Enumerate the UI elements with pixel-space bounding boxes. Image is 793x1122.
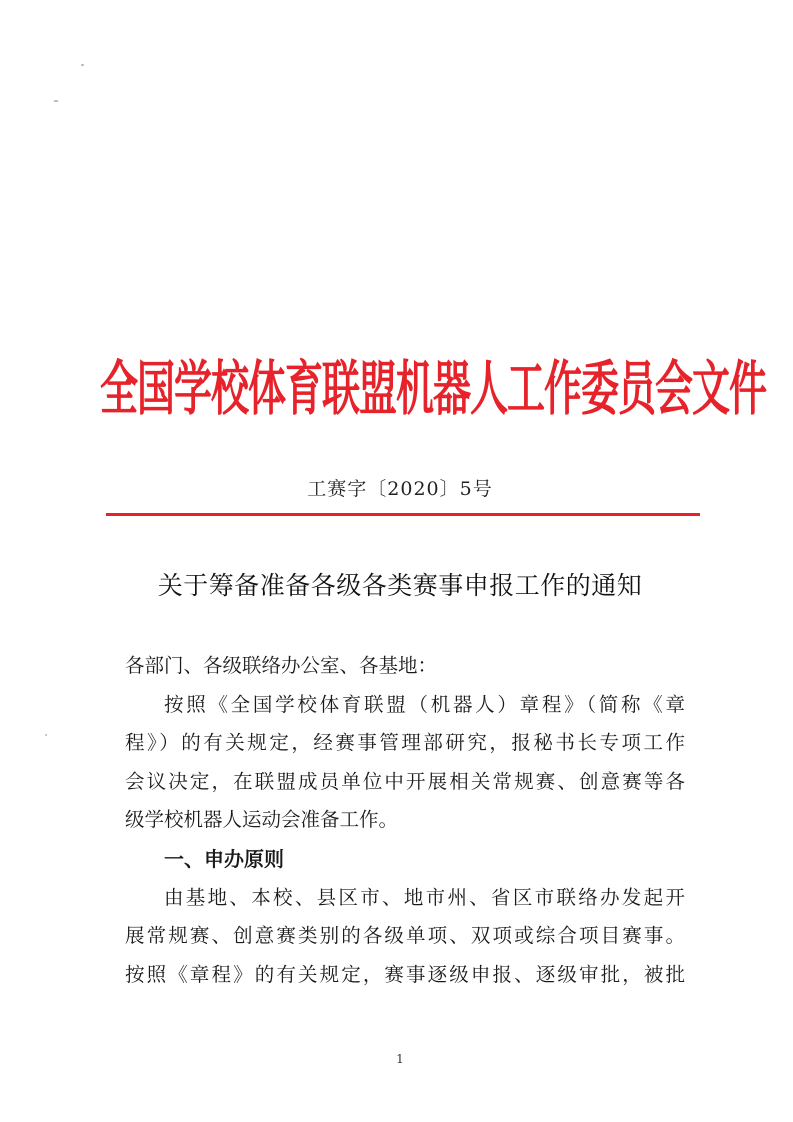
document-number: 工赛字〔2020〕5号 xyxy=(307,478,493,500)
paragraph-line: 级学校机器人运动会准备工作。 xyxy=(125,808,399,832)
paragraph-line: 程》）的有关规定，经赛事管理部研究，报秘书长专项工作 xyxy=(125,731,685,755)
document-title: 关于筹备准备各级各类赛事申报工作的通知 xyxy=(157,571,643,600)
addressee-line: 各部门、各级联络办公室、各基地： xyxy=(125,654,438,677)
page-number: 1 xyxy=(396,1052,404,1066)
paragraph-line: 由基地、本校、县区市、地市州、省区市联络办发起开 xyxy=(164,885,685,909)
paragraph-line: 按照《章程》的有关规定，赛事逐级申报、逐级审批，被批 xyxy=(125,962,685,986)
scan-speck xyxy=(45,734,47,736)
paragraph-line: 按照《全国学校体育联盟（机器人）章程》（简称《章 xyxy=(164,692,685,716)
issuer-header-title: 全国学校体育联盟机器人工作委员会文件 xyxy=(100,354,767,424)
scan-speck xyxy=(81,64,84,66)
document-body xyxy=(125,647,685,994)
paragraph-line: 会议决定，在联盟成员单位中开展相关常规赛、创意赛等各 xyxy=(125,769,685,793)
paragraph-line: 展常规赛、创意赛类别的各级单项、双项或综合项目赛事。 xyxy=(125,924,685,948)
red-divider-rule xyxy=(106,513,700,516)
scan-speck xyxy=(54,100,58,102)
section-heading: 一、申办原则 xyxy=(164,846,284,871)
